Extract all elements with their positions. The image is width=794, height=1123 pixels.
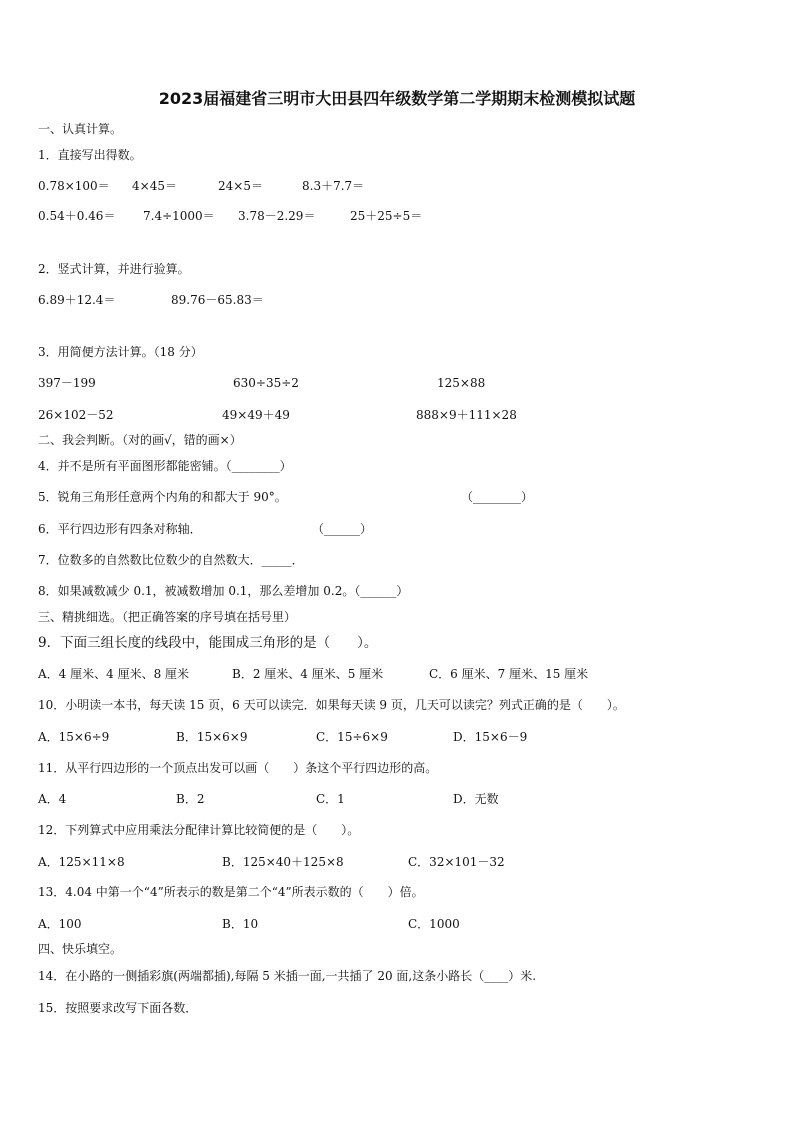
calc-item: 7.4÷1000＝ [143, 209, 215, 223]
option: A．100 [38, 917, 82, 931]
question-1-stem: 1．直接写出得数。 [38, 148, 142, 162]
section-heading-1: 一、认真计算。 [38, 122, 123, 136]
option: D．无数 [453, 792, 499, 806]
page-title: 2023届福建省三明市大田县四年级数学第二学期期末检测模拟试题 [158, 89, 636, 108]
section-heading-4: 四、快乐填空。 [38, 942, 123, 956]
answer-blank: （________） [461, 490, 534, 504]
question-13-stem: 13．4.04 中第一个“4”所表示的数是第二个“4”所表示数的（ ）倍。 [38, 885, 424, 899]
option: B．2 [176, 792, 205, 806]
question-15: 15．按照要求改写下面各数． [38, 1001, 198, 1015]
question-5: 5．锐角三角形任意两个内角的和都大于 90°。 [38, 490, 287, 504]
question-7: 7．位数多的自然数比位数少的自然数大．_____． [38, 553, 304, 567]
question-8: 8．如果减数减少 0.1，被减数增加 0.1，那么差增加 0.2。（______） [38, 584, 409, 598]
calc-item: 4×45＝ [132, 179, 177, 193]
question-9-stem: 9．下面三组长度的线段中，能围成三角形的是（ ）。 [38, 635, 378, 651]
section-heading-3: 三、精挑细选。（把正确答案的序号填在括号里） [38, 610, 297, 624]
calc-item: 24×5＝ [218, 179, 263, 193]
calc-item: 89.76－65.83＝ [171, 293, 264, 307]
calc-item: 630÷35÷2 [233, 376, 299, 390]
question-11-stem: 11．从平行四边形的一个顶点出发可以画（ ）条这个平行四边形的高。 [38, 761, 438, 775]
answer-blank: （______） [312, 522, 373, 536]
option: C．15÷6×9 [316, 730, 388, 744]
option: C．32×101－32 [408, 855, 505, 869]
option: B．10 [222, 917, 259, 931]
option: A．15×6÷9 [38, 730, 110, 744]
calc-item: 397－199 [38, 376, 96, 390]
calc-item: 25＋25÷5＝ [350, 209, 423, 223]
option: B．125×40＋125×8 [222, 855, 344, 869]
calc-item: 6.89＋12.4＝ [38, 293, 116, 307]
option: A．125×11×8 [38, 855, 125, 869]
calc-item: 0.54＋0.46＝ [38, 209, 116, 223]
calc-item: 125×88 [437, 376, 486, 390]
calc-item: 3.78－2.29＝ [238, 209, 316, 223]
question-4: 4．并不是所有平面图形都能密铺。（________） [38, 459, 292, 473]
question-2-stem: 2．竖式计算，并进行验算。 [38, 262, 190, 276]
option: A．4 [38, 792, 67, 806]
calc-item: 0.78×100＝ [38, 179, 110, 193]
section-heading-2: 二、我会判断。（对的画√，错的画×） [38, 433, 242, 447]
option: A．4 厘米、4 厘米、8 厘米 [38, 667, 190, 681]
option: C．6 厘米、7 厘米、15 厘米 [429, 667, 589, 681]
option: D．15×6－9 [453, 730, 528, 744]
option: B．15×6×9 [176, 730, 248, 744]
calc-item: 8.3＋7.7＝ [302, 179, 365, 193]
option: B．2 厘米、4 厘米、5 厘米 [232, 667, 384, 681]
calc-item: 49×49＋49 [222, 408, 290, 422]
option: C．1 [316, 792, 345, 806]
question-12-stem: 12．下列算式中应用乘法分配律计算比较简便的是（ ）。 [38, 823, 360, 837]
question-3-stem: 3．用简便方法计算。（18 分） [38, 345, 203, 359]
question-14: 14．在小路的一侧插彩旗(两端都插),每隔 5 米插一面,一共插了 20 面,这条小路长（____）米. [38, 969, 537, 983]
calc-item: 26×102－52 [38, 408, 114, 422]
question-6: 6．平行四边形有四条对称轴． [38, 522, 202, 536]
option: C．1000 [408, 917, 460, 931]
calc-item: 888×9＋111×28 [416, 408, 517, 422]
question-10-stem: 10．小明读一本书，每天读 15 页，6 天可以读完．如果每天读 9 页，几天可以读完？列式正确的是（ ）。 [38, 698, 625, 712]
